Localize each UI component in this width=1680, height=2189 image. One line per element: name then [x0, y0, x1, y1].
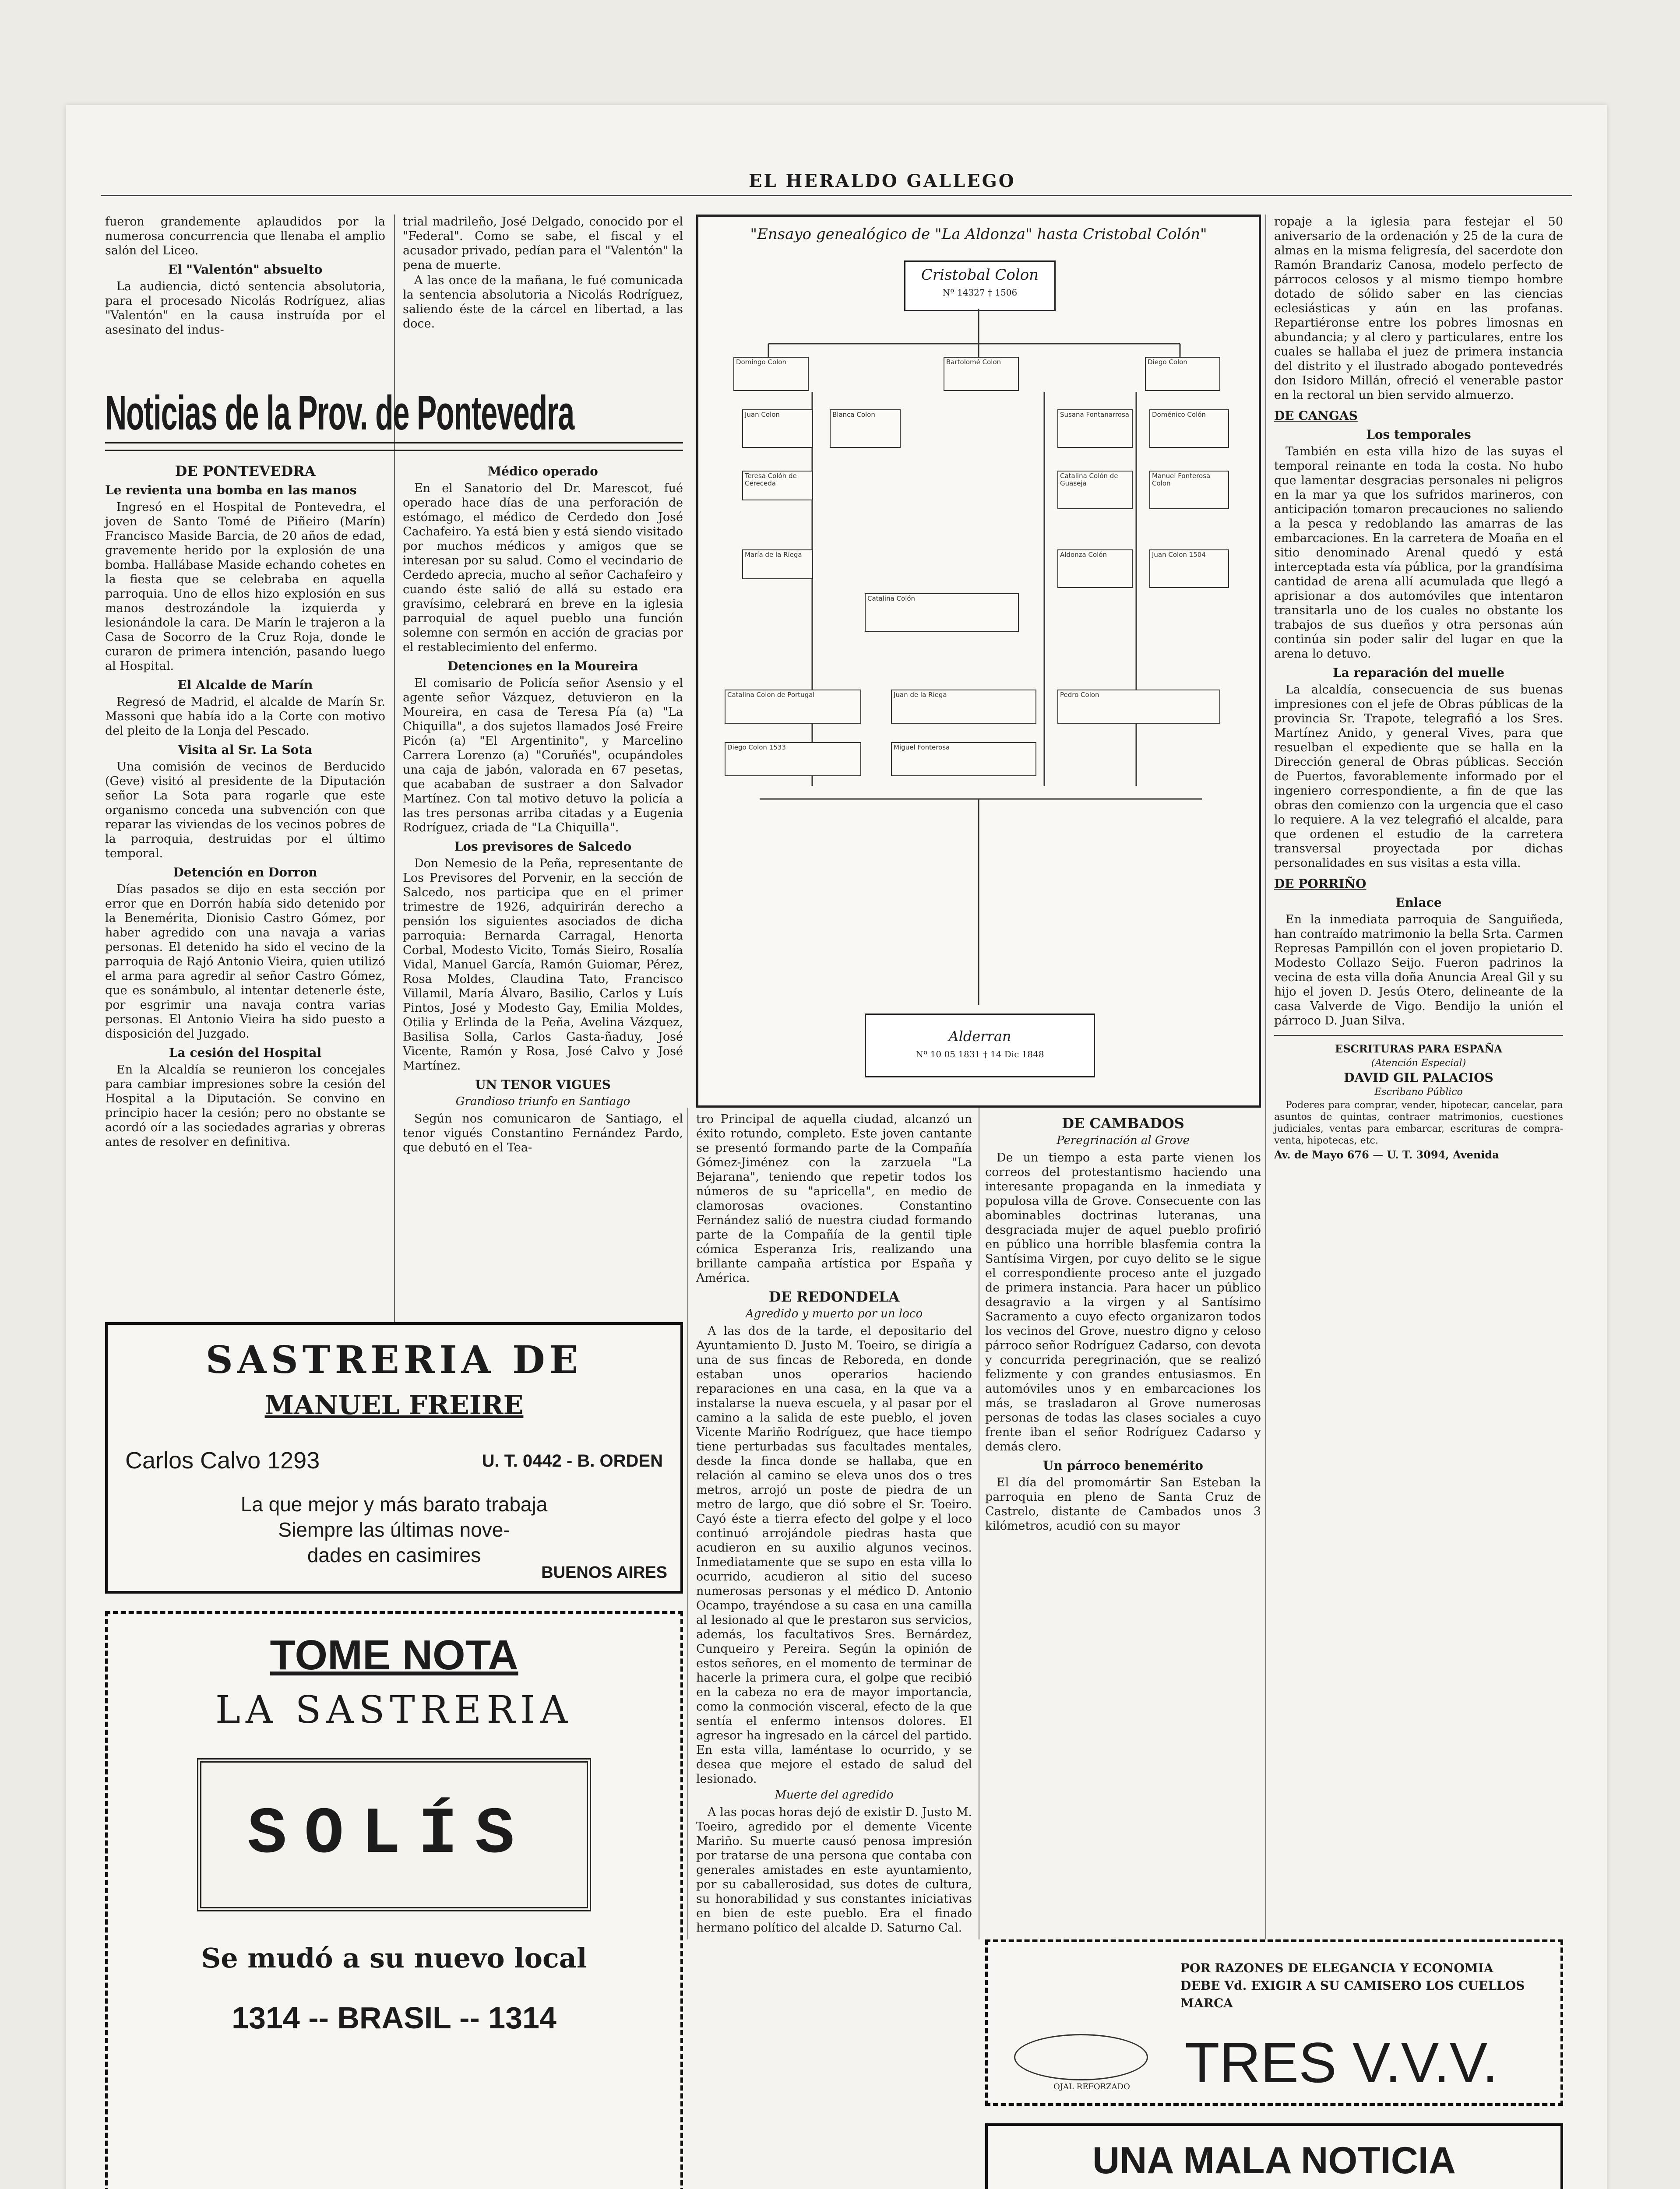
muelle-headline: La reparación del muelle — [1333, 665, 1504, 680]
hospital-text: En la Alcaldía se reunieron los concejales para cambiar impresiones sobre la cesión del Hospital a la Diputación. Se convino en principio hacer la cesión; pero no obstante se acordó oír a las sociedades agrarias y obreras antes de resolver en definitiva. — [105, 1063, 385, 1149]
tenor-text: Según nos comunicaron de Santiago, el tenor vigués Constantino Fernández Pardo, que debutó en el Tea- — [403, 1112, 683, 1154]
solis-logo — [197, 1758, 591, 1911]
tree-box: Miguel Fonterosa — [891, 742, 1036, 776]
ad-phone: U. T. 0442 - B. ORDEN — [482, 1451, 663, 1471]
newspaper-page — [66, 105, 1607, 2189]
collar-icon — [1014, 2034, 1148, 2080]
column-divider — [687, 1108, 688, 1939]
ad-address: Carlos Calvo 1293 — [125, 1447, 320, 1474]
tree-box: Catalina Colón — [865, 593, 1019, 632]
intro-paragraph-2: trial madrileño, José Delgado, conocido por el "Federal". Como se sabe, el fiscal y el acusador privado, pedían para el "Valentón" la pena de muerte. — [403, 215, 683, 272]
tree-box: Diego Colon — [1145, 357, 1220, 391]
valenton-cont: A las once de la mañana, le fué comunicada la sentencia absolutoria a Nicolás Rodríguez, saliendo éste de la cárcel en libertad, a las doce. — [403, 274, 683, 331]
left-col-1 — [105, 215, 385, 338]
salcedo-text: Don Nemesio de la Peña, representante de Los Previsores del Porvenir, en la sección de Salcedo, nos participa que en el primer trimestre de 1926, adquirirán derecho a pensión los siguientes asociados de dicha parroquia: Bernarda Carragal, Henorta Corbal, Modesto Vicito, Tomás Sieiro, Rosalía Vidal, Manuel García, Ramón Guiomar, Pérez, Rosa Moldes, Claudina Tato, Francisco Villamil, María Álvaro, Basilio, Carlos y Luís Pintos, José y Modesto Gay, Emilia Moldes, Otilia y Erlinda de la Peña, Avelina Vázquez, Basilisa Solla, Carlos Gasta-ñaduy, José Vicente, Ramón y Rosa, José Calvo y José Martínez. — [403, 857, 683, 1073]
divider — [1274, 1035, 1563, 1036]
escrituras-title: ESCRITURAS PARA ESPAÑA — [1335, 1042, 1502, 1055]
ad-tome-address: 1314 -- BRASIL -- 1314 — [232, 2001, 556, 2035]
footer-name: Alderran — [948, 1028, 1011, 1045]
ad-tome-nota — [105, 1611, 683, 2189]
ad-mala-noticia — [985, 2123, 1563, 2189]
agredido-headline: Agredido y muerto por un loco — [745, 1307, 923, 1320]
middle-column — [403, 460, 683, 1156]
redondela-column — [696, 1112, 972, 1936]
tree-box: Aldonza Colón — [1057, 549, 1133, 588]
ad-sastreria-freire — [105, 1322, 683, 1594]
tree-box: Bartolomé Colon — [944, 357, 1019, 391]
sota-headline: Visita al Sr. La Sota — [178, 743, 313, 757]
parroco-headline: Un párroco benemérito — [1043, 1458, 1203, 1473]
tree-box: Manuel Fonterosa Colon — [1149, 471, 1229, 509]
ad-contact — [125, 1447, 663, 1474]
agredido-text: A las dos de la tarde, el depositario del Ayuntamiento D. Justo M. Toeiro, se dirigía a una de sus fincas de Reboreda, en donde estaban unos operarios haciendo reparaciones en una casa, en la que va a instalarse la nueva escuela, y al pasar por el camino a la salida de este pueblo, el joven Vicente Mariño Rodríguez, que hace tiempo tiene perturbadas sus facultades mentales, desde la finca donde se hallaba, que en relación al camino se eleva unos dos o tres metros, arrojó un poste de piedra de un metro de largo, que dió sobre el Sr. Toeiro. Cayó éste a tierra efecto del golpe y el loco continuó arrojándole piedras hasta que acudieron en su auxilio algunos vecinos. Inmediatamente que se supo en esta villa lo ocurrido, acudieron al sitio del suceso numerosas personas y el médico D. Antonio Ocampo, trayéndose a su casa en una camilla al lesionado al que le prestaron sus servicios, además, los facultativos Sres. Bernárdez, Cunqueiro y Pereira. Según la opinión de estos señores, en el momento de terminar de hacerle la primera cura, el golpe que recibió en la cabeza no era de mayor importancia, como la conmoción visceral, efecto de la que sentía el enfermo intensos dolores. El agresor ha ingresado en la cárcel del partido. En esta villa, laméntase lo ocurrido, y se desea que mejore el estado de salud del lesionado. — [696, 1324, 972, 1786]
cangas-section: DE CANGAS — [1274, 408, 1358, 423]
alcalde-headline: El Alcalde de Marín — [177, 678, 313, 692]
tree-box: Doménico Colón — [1149, 409, 1229, 448]
tree-box: Juan de la Riega — [891, 690, 1036, 724]
enlace-text: En la inmediata parroquia de Sanguiñeda, han contraído matrimonio la bella Srta. Carmen Represas Pampillón con el joven propietario D. Modesto Collazo Seijo. Fueron padrinos la vecina de esta villa doña Anuncia Areal Gil y su hijo el joven D. Jesús Otero, delineante de la casa Valverde de Vigo. Bendijo la unión el párroco D. Juan Silva. — [1274, 913, 1563, 1028]
redondela-section: DE REDONDELA — [768, 1288, 900, 1305]
genealogy-lines — [698, 217, 1259, 1105]
escrituras-address: Av. de Mayo 676 — U. T. 3094, Avenida — [1274, 1148, 1499, 1161]
right-column — [1274, 215, 1563, 1162]
grove-text: De un tiempo a esta parte vienen los correos del protestantismo haciendo una interesante propaganda en la inmediata y populosa villa de Grove. Consecuente con las abominables doctrinas luteranas, una desgraciada mujer de aquel pueblo profirió en público una horrible blasfemia contra la Santísima Virgen, por cuyo delito se le sigue el correspondiente proceso ante el juzgado de primera instancia. Para hacer un público desagravio a la virgen y al Santísimo Sacramento a cuyo efecto organizaron todos los vecinos del Grove, nuestro digno y celoso párroco señor Rodríguez Cadarso, con devota y concurrida peregrinación, que se realizó felizmente y con grandes entusiasmos. En automóviles unos y en embarcaciones los más, se trasladaron al Grove numerosas personas de todas las clases sociales a cuyo frente iban el señor Rodríguez Cadarso y demás clero. — [985, 1151, 1261, 1453]
escrituras-role: Escribano Público — [1374, 1087, 1463, 1098]
muerte-text: A las pocas horas dejó de existir D. Justo M. Toeiro, agredido por el demente Vicente Mariño. Su muerte causó penosa impresión por tratarse de una persona que contaba con generales amistades en este ayuntamiento, por su caballerosidad, sus dotes de cultura, su honorabilidad y sus constantes iniciativas en bien de este pueblo. Era el finado hermano político del alcalde D. Saturno Cal. — [696, 1805, 972, 1935]
escrituras-text: Poderes para comprar, vender, hipotecar, cancelar, para asuntos de quintas, contraer matrimonios, cuestiones judiciales, ventas para embarcar, escrituras de compra-venta, hipotecas, etc. — [1274, 1100, 1563, 1146]
tenor-headline: UN TENOR VIGUES — [475, 1077, 611, 1092]
moureira-headline: Detenciones en la Moureira — [447, 659, 638, 673]
pontevedra-column — [105, 460, 385, 1150]
dorron-text: Días pasados se dijo en esta sección por error que en Dorrón había sido detenido por la Benemérita, Dionisio Castro Gómez, por haber agredido con una navaja a varias personas. El detenido ha sido el vecino de la parroquia de Rajó Antonio Vieira, quien utilizó el arma para agredir al señor Castro Gómez, que es sonámbulo, al intentar detenerle éste, por esgrimir una navaja contra varias personas. El Antonio Vieira ha sido puesto a disposición del Juzgado. — [105, 883, 385, 1041]
medico-text: En el Sanatorio del Dr. Marescot, fué operado hace días de una perforación de estómago, el médico de Cerdedo don José Cachafeiro. Ya está bien y está siendo visitado por muchos médicos y amigos que se interesan por su salud. Como el vecindario de Cerdedo aprecia, mucho al señor Cachafeiro y cuando éste salió de allá su estado era gravísimo, celebrará en breve en la iglesia parroquial de aquel pueblo una función solemne con sermón en acción de gracias por el restablecimiento del enfermo. — [403, 482, 683, 654]
ad-tres-brand: TRES V.V.V. — [1185, 2031, 1498, 2094]
genealogy-footer — [865, 1014, 1095, 1077]
bomba-headline: Le revienta una bomba en las manos — [105, 483, 357, 497]
ad-slogan — [108, 1492, 680, 1568]
genealogy-chart — [696, 215, 1261, 1108]
column-divider — [1265, 215, 1266, 1939]
muelle-text: La alcaldía, consecuencia de sus buenas impresiones con el jefe de Obras públicas de la provincia Sr. Trapote, telegrafió a los Sres. Martínez Anido, y general Vives, para que resuelban el expediente que se halla en la Dirección general de Obras públicas. Sección de Puertos, favorablemente informado por el ingeniero correspondiente, a fin de que las obras den comienzo con la urgencia que el caso lo requiere. A la vez telegrafió el alcalde, para que ordenen el estudio de la carretera transversal proyectada por dichas personalidades en sus visitas a esta villa. — [1274, 683, 1563, 870]
alcalde-text: Regresó de Madrid, el alcalde de Marín Sr. Massoni que había ido a la Corte con motivo del pleito de la Lonja del Pescado. — [105, 695, 385, 738]
footer-detail: Nº 10 05 1831 † 14 Dic 1848 — [916, 1049, 1044, 1059]
escrituras-sub: (Atención Especial) — [1371, 1058, 1466, 1069]
right-intro: ropaje a la iglesia para festejar el 50 aniversario de la ordenación y 25 de la cura de almas en la misma feligresía, del sacerdote don Ramón Brandariz Canosa, modelo perfecto de párrocos celosos y al mismo tiempo hombre dotado de sólido saber en las ciencias eclesiásticas y aún en las profanas. Repartiéronse entre los pobres limosnas en abundancia; y al clero y particulares, entre los cuales se hallaba el juez de primera instancia del distrito y el ilustrado abogado pontevedrés don Isidoro Millán, ofreció el venerable pastor en la rectoral un bien servido almuerzo. — [1274, 215, 1563, 402]
ad-mala-title: UNA MALA NOTICIA — [1092, 2140, 1456, 2182]
tree-box: Diego Colon 1533 — [725, 742, 861, 776]
ad-slogan-3: dades en casimires — [307, 1544, 481, 1566]
intro-paragraph: fueron grandemente aplaudidos por la numerosa concurrencia que llenaba el amplio salón del Liceo. — [105, 215, 385, 257]
column-divider — [394, 215, 395, 1322]
banner-rule — [105, 442, 683, 451]
ad-tres-text: POR RAZONES DE ELEGANCIA Y ECONOMIA DEBE Vd. EXIGIR A SU CAMISERO LOS CUELLOS MARCA — [1180, 1961, 1525, 2010]
ad-tome-subtitle: LA SASTRERIA — [215, 1688, 573, 1732]
logo-text: SOLÍS — [247, 1798, 532, 1872]
porrino-section: DE PORRIÑO — [1274, 876, 1367, 891]
tree-box: Domingo Colon — [733, 357, 809, 391]
root-name: Cristobal Colon — [921, 266, 1039, 284]
tree-box: Blanca Colon — [830, 409, 901, 448]
section-banner: Noticias de la Prov. de Pontevedra — [105, 386, 574, 440]
ad-slogan-2: Siempre las últimas nove- — [278, 1518, 510, 1541]
enlace-headline: Enlace — [1395, 895, 1442, 910]
left-col-2 — [403, 215, 683, 332]
ad-tome-title: TOME NOTA — [270, 1632, 518, 1679]
grove-headline: Peregrinación al Grove — [1057, 1134, 1190, 1147]
pontevedra-section: DE PONTEVEDRA — [175, 463, 316, 479]
tree-box: Juan Colon — [742, 409, 813, 448]
tree-box: Juan Colon 1504 — [1149, 549, 1229, 588]
salcedo-headline: Los previsores de Salcedo — [454, 839, 632, 854]
muerte-headline: Muerte del agredido — [775, 1788, 894, 1802]
hospital-headline: La cesión del Hospital — [169, 1045, 322, 1060]
cambados-column — [985, 1112, 1261, 1534]
masthead-rule — [101, 195, 1572, 196]
tree-box: Teresa Colón de Cereceda — [742, 471, 813, 500]
temporales-text: También en esta villa hizo de las suyas el temporal reinante en toda la costa. No hubo que lamentar desgracias personales ni peligros en la mar ya que los sufridos marineros, con anticipación tomaron precauciones no saliendo a la pesca y redoblando las amarras de las embarcaciones. En la carretera de Moaña en el sitio denominado Arenal quedó y está interceptada esta vía pública, por la grandísima cantidad de arena allí acumulada que llegó a aprisionar a dos automóviles que intentaron transitarla uno de los cuales no obstante los trabajos de sus dueños y otra personas aún continúa sin poder salir del lugar en que la arena lo detuvo. — [1274, 445, 1563, 661]
ad-title: SASTRERIA DE — [205, 1338, 583, 1382]
bomba-text: Ingresó en el Hospital de Pontevedra, el joven de Santo Tomé de Piñeiro (Marín) Francisco Maside Barcia, de 20 años de edad, gravemente herido por la explosión de una bomba. Hallábase Maside echando cohetes en la fiesta que se celebraba en aquella parroquia. Uno de ellos hizo explosión en sus manos destrozándole la izquierda y lesionándole la cara. De Marín le trajeron a la Casa de Socorro de la Cruz Roja, donde le curaron de primera intención, pasando luego al Hospital. — [105, 500, 385, 673]
root-detail: Nº 14327 † 1506 — [942, 287, 1018, 298]
dorron-headline: Detención en Dorron — [173, 865, 317, 880]
ad-city: BUENOS AIRES — [541, 1563, 667, 1582]
ad-tres-tag: OJAL REFORZADO — [1053, 2082, 1130, 2091]
genealogy-title: "Ensayo genealógico de "La Aldonza" hasta Cristobal Colón" — [750, 225, 1207, 243]
temporales-headline: Los temporales — [1366, 427, 1471, 442]
masthead: EL HERALDO GALLEGO — [749, 171, 1016, 191]
cambados-section: DE CAMBADOS — [1062, 1115, 1184, 1132]
medico-headline: Médico operado — [488, 464, 598, 479]
tree-box: Catalina Colon de Portugal — [725, 690, 861, 724]
tenor-cont: tro Principal de aquella ciudad, alcanzó un éxito rotundo, completo. Este joven cantante se presentó formando parte de la Compañía Gómez-Jiménez con la zarzuela "La Bejarana", teniendo que repetir todos los números de su "apricella", en medio de clamorosas ovaciones. Constantino Fernández salió de nuestra ciudad formando parte de la Compañía de la gentil tiple cómica Esperanza Iris, realizando una brillante campaña artística por España y América. — [696, 1112, 972, 1285]
valenton-headline: El "Valentón" absuelto — [168, 262, 323, 277]
valenton-text: La audiencia, dictó sentencia absolutoria, para el procesado Nicolás Rodríguez, alias "Valentón" en la causa instruída por el asesinato del indus- — [105, 280, 385, 337]
ad-tome-move: Se mudó a su nuevo local — [201, 1942, 587, 1974]
tenor-subheadline: Grandioso triunfo en Santiago — [455, 1095, 630, 1108]
ad-slogan-1: La que mejor y más barato trabaja — [240, 1493, 548, 1516]
ad-tres-vvv — [985, 1939, 1563, 2106]
parroco-text: El día del promomártir San Esteban la parroquia en pleno de Santa Cruz de Castrelo, distante de Cambados unos 3 kilómetros, acudió con su mayor — [985, 1476, 1261, 1533]
moureira-text: El comisario de Policía señor Asensio y el agente señor Vázquez, detuvieron en la Moureira, en casa de Teresa Pía (a) "La Chiquilla", a dos sujetos llamados José Freire Picón (a) "El Argentinito", y Marcelino Carrera Lorenzo (a) "Coruñés", ocupándoles una caja de jabón, valorada en 67 pesetas, que acababan de sustraer a don Salvador Martínez. Con tal motivo detuvo la policía a las tres personas arriba citadas y a Eugenia Rodríguez, criada de "La Chiquilla". — [403, 676, 683, 834]
tree-box: Catalina Colón de Guaseja — [1057, 471, 1133, 509]
tree-box: María de la Riega — [742, 549, 813, 579]
escrituras-name: DAVID GIL PALACIOS — [1344, 1070, 1493, 1085]
sota-text: Una comisión de vecinos de Berducido (Geve) visitó al presidente de la Diputación señor La Sota para rogarle que este organismo conceda una subvención con que reparar las viviendas de los vecinos pobres de la parroquia, destruidas por el último temporal. — [105, 760, 385, 860]
tree-box: Susana Fontanarrosa — [1057, 409, 1133, 448]
tree-box: Pedro Colon — [1057, 690, 1220, 724]
ad-owner: MANUEL FREIRE — [264, 1390, 524, 1421]
